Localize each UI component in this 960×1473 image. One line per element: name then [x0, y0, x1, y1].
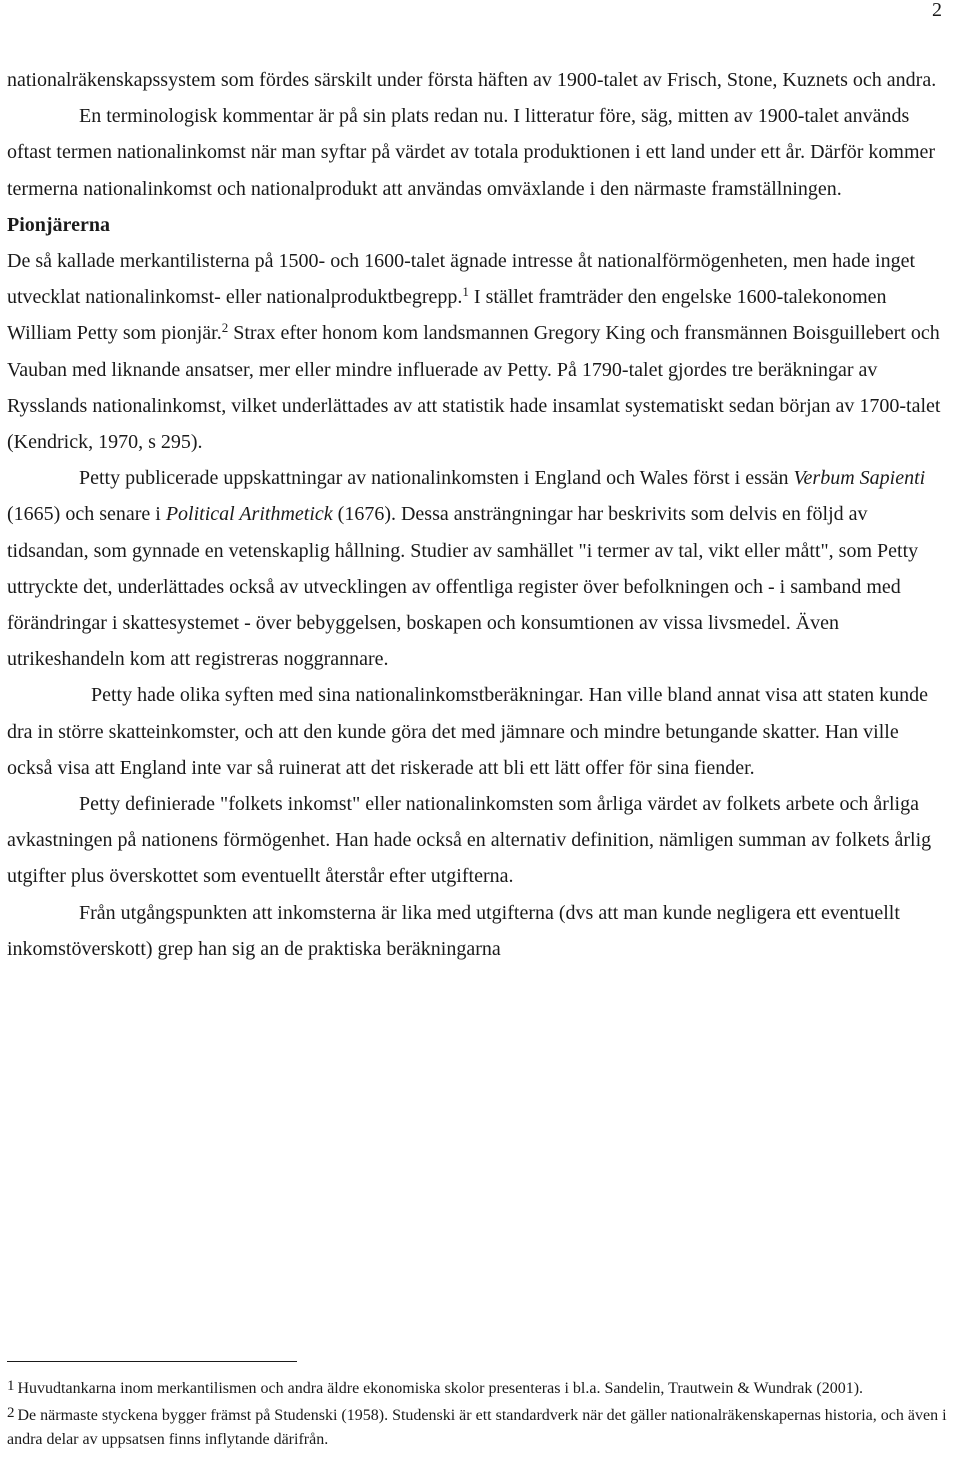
- footnote-number: 1: [7, 1378, 15, 1394]
- text-segment: I stället framträder den engelske 1600-talekonomen William Petty som pionjär.: [7, 286, 887, 345]
- footnotes: [7, 1361, 947, 1452]
- work-title-verbum-sapienti: Verbum Sapienti: [793, 467, 926, 490]
- footnote-2: [7, 1401, 947, 1452]
- footnote-ref-1[interactable]: 1: [462, 284, 469, 300]
- footnote-number: 2: [7, 1405, 15, 1421]
- paragraph-petty-publications: [7, 460, 947, 677]
- footnote-separator: [7, 1361, 297, 1362]
- footnote-text: De närmaste styckena bygger främst på Studenski (1958). Studenski är ett standardverk när det gäller nationalräkenskapernas historia, och även i andra delar av uppsatsen finns inflytande därifrån.: [7, 1407, 947, 1448]
- document-body: [7, 62, 947, 967]
- page-number: 2: [932, 0, 942, 21]
- section-heading: Pionjärerna: [7, 213, 110, 236]
- text-segment: (1665) och senare i: [7, 503, 166, 526]
- work-title-political-arithmetick: Political Arithmetick: [165, 503, 333, 526]
- footnote-1: [7, 1374, 947, 1401]
- paragraph-petty-purposes: Petty hade olika syften med sina nationalinkomstberäkningar. Han ville bland annat visa att staten kunde dra in större skatteinkomster, och att den kunde göra det med jämnare och mindre betungande skatter. Han ville också visa att England inte var så ruinerat att det riskerade att bli ett lätt offer för sina fiender.: [7, 684, 929, 779]
- text-segment: (1676). Dessa ansträngningar har beskrivits som delvis en följd av tidsandan, som gynnade en vetenskaplig hållning. Studier av samhället "i termer av tal, vikt eller mått", som Petty uttryckte det, underlättades också av utvecklingen av offentliga register över befolkningen och - i samband med förändringar i skattesystemet - över bebyggelsen, boskapen och konsumtionen av vissa livsmedel. Även utrikeshandeln kom att registreras noggrannare.: [7, 503, 919, 671]
- footnote-ref-2[interactable]: 2: [221, 320, 229, 336]
- paragraph-continuation: nationalräkenskapssystem som fördes särskilt under första häften av 1900-talet av Frisch, Stone, Kuznets och andra.: [7, 69, 937, 91]
- text-segment: De så kallade merkantilisterna på 1500- och 1600-talet ägnade intresse åt nationalförmögenheten, men hade inget utvecklat nationalinkomst- eller nationalproduktbegrepp.: [7, 250, 915, 309]
- paragraph-petty-calculations: Från utgångspunkten att inkomsterna är lika med utgifterna (dvs att man kunde negligera ett eventuellt inkomstöverskott) grep han sig an de praktiska beräkningarna: [7, 901, 900, 960]
- paragraph-petty-definition: Petty definierade "folkets inkomst" eller nationalinkomsten som årliga värdet av folkets arbete och årliga avkastningen på nationens förmögenhet. Han hade också en alternativ definition, nämligen summan av folkets årlig utgifter plus överskottet som eventuellt återstår efter utgifterna.: [7, 793, 932, 888]
- paragraph-terminology: En terminologisk kommentar är på sin plats redan nu. I litteratur före, säg, mitten av 1900-talet används oftast termen nationalinkomst när man syftar på värdet av totala produktionen i ett land under ett år. Därför kommer termerna nationalinkomst och nationalprodukt att användas omväxlande i den närmaste framställningen.: [7, 105, 936, 200]
- paragraph-merkantilism: [7, 243, 947, 460]
- text-segment: Petty publicerade uppskattningar av nationalinkomsten i England och Wales först i essän: [79, 467, 794, 490]
- footnote-text: Huvudtankarna inom merkantilismen och andra äldre ekonomiska skolor presenteras i bl.a. Sandelin, Trautwein & Wundrak (2001).: [17, 1380, 864, 1397]
- text-segment: Strax efter honom kom landsmannen Gregory King och fransmännen Boisguillebert och Vauban med liknande ansatser, mer eller mindre influerade av Petty. På 1790-talet gjordes tre beräkningar av Rysslands nationalinkomst, vilket underlättades av att statistik hade insamlat systematiskt sedan början av 1700-talet (Kendrick, 1970, s 295).: [7, 322, 941, 454]
